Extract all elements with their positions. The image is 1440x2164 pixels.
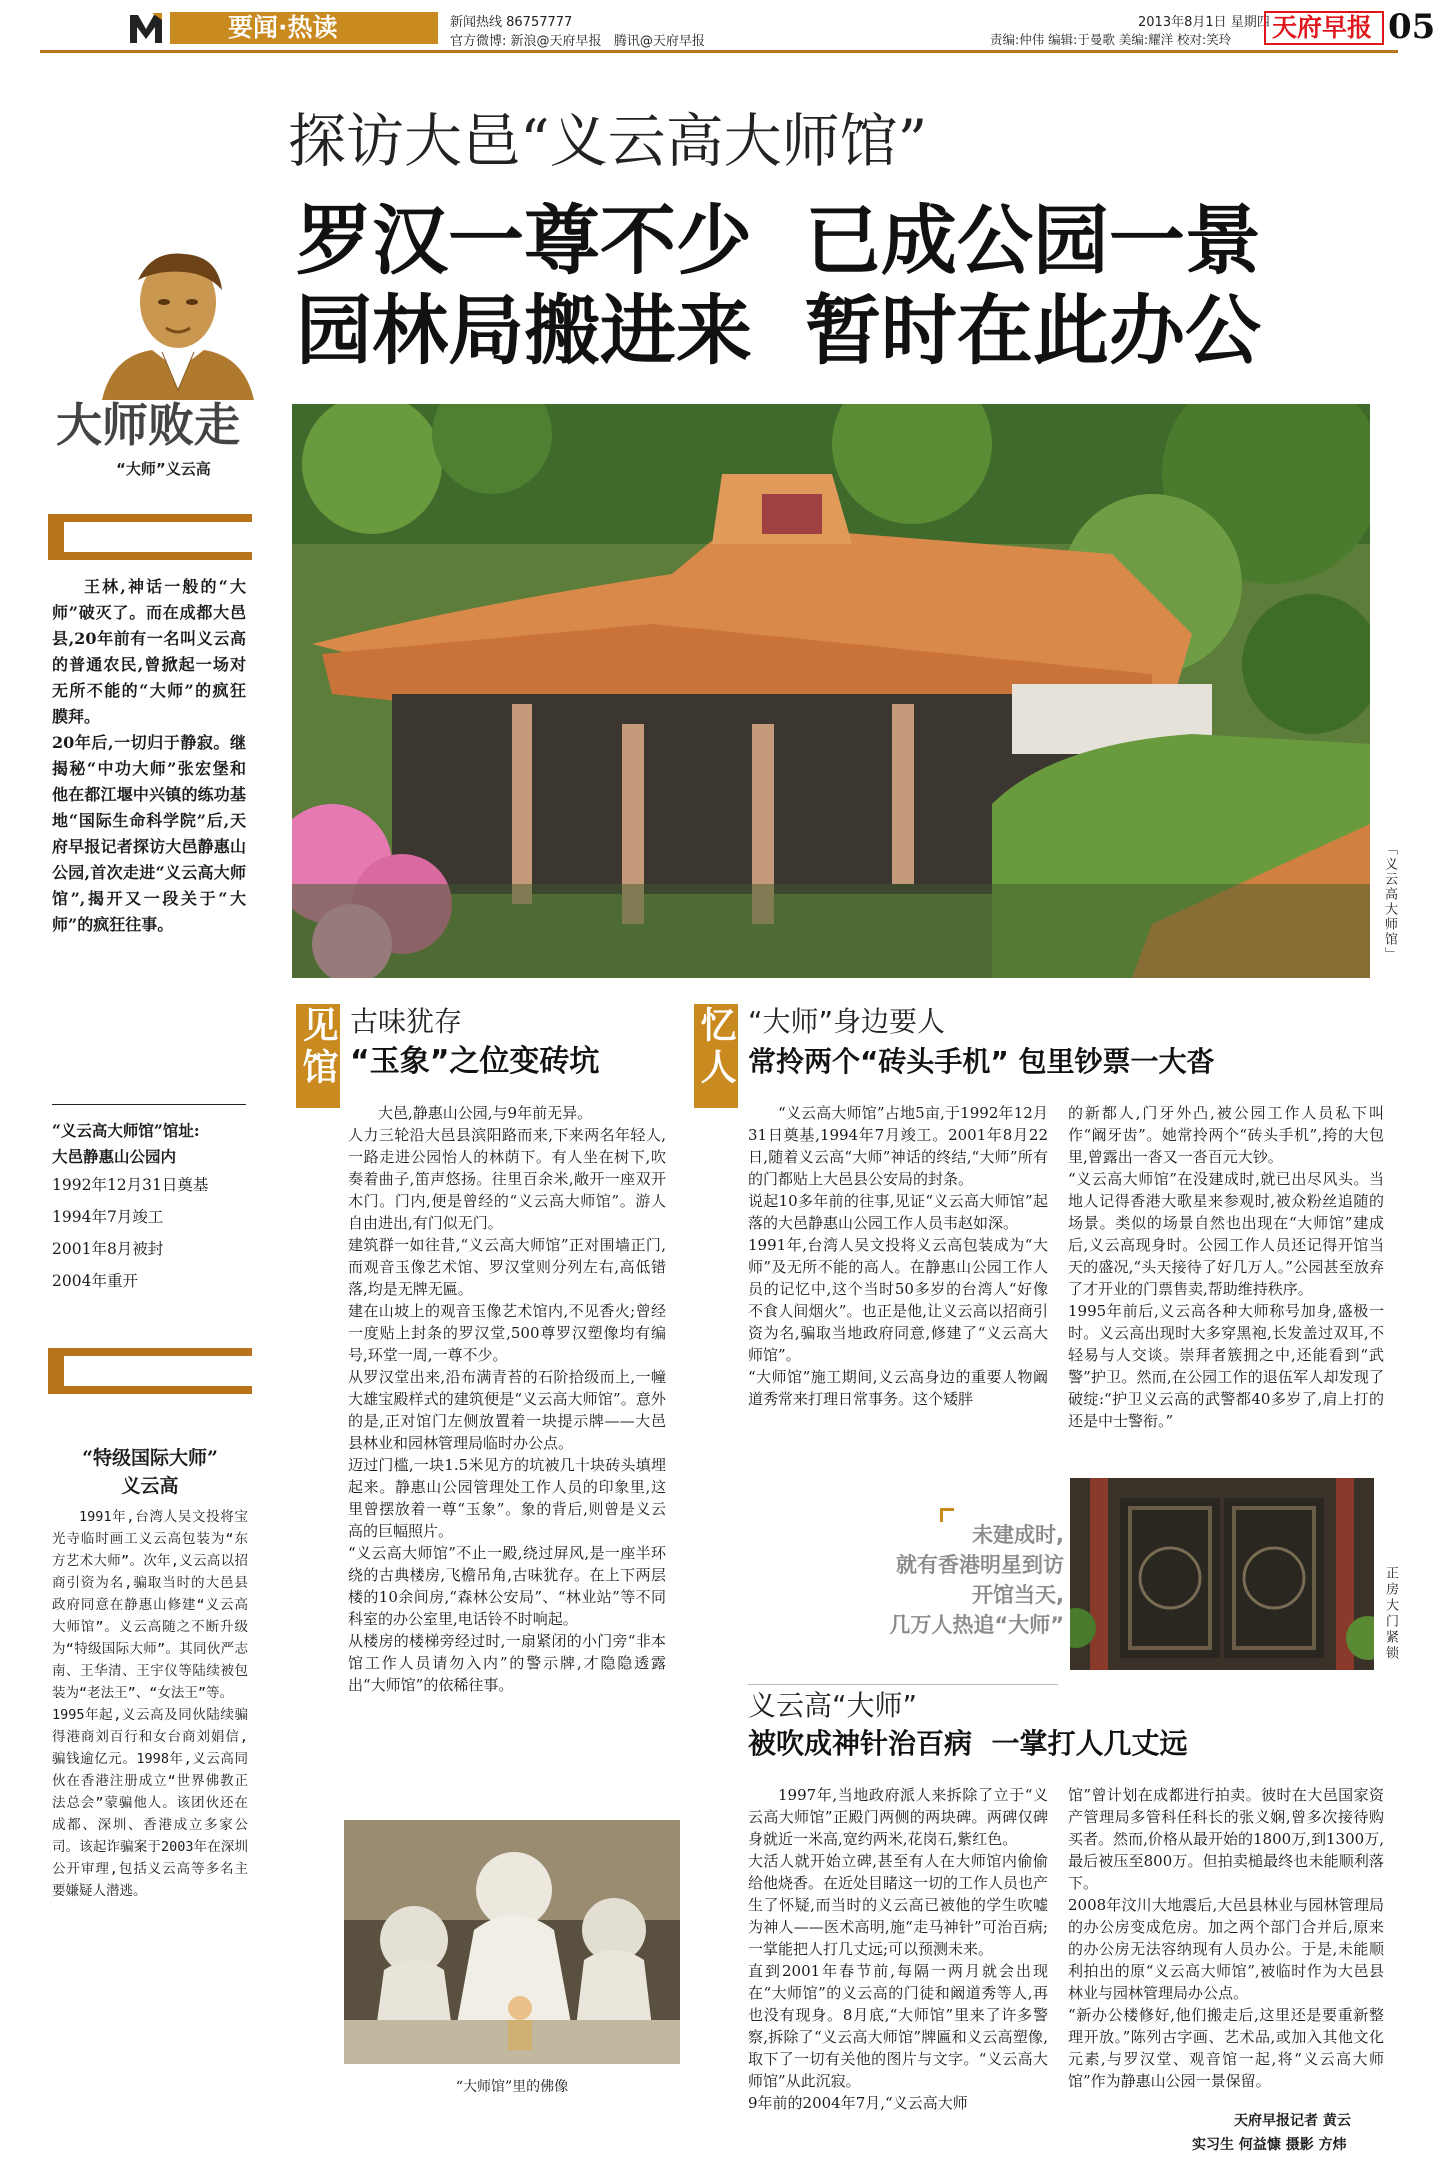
main-photo-caption-text: 「义云高大师馆」 bbox=[1382, 842, 1397, 962]
issue-date: 2013年8月1日 星期四 bbox=[1138, 15, 1270, 30]
portrait-title: 大师败走 bbox=[56, 398, 240, 452]
bio-bar-inner bbox=[64, 1356, 252, 1386]
weibo: 官方微博: 新浪@天府早报 腾讯@天府早报 bbox=[450, 34, 705, 49]
byline-photographer: 实习生 何益慷 摄影 方炜 bbox=[1192, 2137, 1347, 2153]
section2-col1: “义云高大师馆”占地5亩,于1992年12月31日奠基,1994年7月竣工。2001年8月22日,随着义云高“大师”神话的终结,“大师”所有的门都贴上大邑县公安局的封条。 说起10多年前的往事,见证“义云高大师馆”起落的大邑静惠山公园工作人员韦赵如深。 1991年,台湾人吴文投将义云高包装成为“大师”及无所不能的高人。在静惠山公园工作人员的记忆中,这个当时50多岁的台湾人“好像不食人间烟火”。也正是他,让义云高以招商引资为名,骗取当地政府同意,修建了“义云高大师馆”。 “大师馆”施工期间,义云高身边的重要人物阚道秀常来打理日常事务。这个矮胖 bbox=[748, 1104, 1048, 1408]
intro-bar-inner bbox=[64, 522, 252, 552]
section3-subtitle: 被吹成神针治百病 一掌打人几丈远 bbox=[748, 1727, 1188, 1760]
section3-rule bbox=[748, 1684, 1058, 1685]
paper-logo: 天府早报 bbox=[1272, 13, 1373, 42]
address: “义云高大师馆”馆址: 大邑静惠山公园内 bbox=[52, 1121, 200, 1166]
section1-tag bbox=[298, 1006, 338, 1106]
section2-tag bbox=[696, 1006, 736, 1106]
section2-col2: 的新都人,门牙外凸,被公园工作人员私下叫作“阚牙齿”。她常拎两个“砖头手机”,挎的大包里,曾露出一沓又一沓百元大钞。 “义云高大师馆”在没建成时,就已出尽风头。当地人记得香港大歌星来参观时,被众粉丝追随的场景。类似的场景自然也出现在“大师馆”建成后,义云高现身时。公园工作人员还记得开馆当天的盛况,“头天接待了好几万人。”公园甚至放弃了才开业的门票售卖,帮助维持秩序。 1995年前后,义云高各种大师称号加身,盛极一时。义云高出现时大多穿黑袍,长发盖过双耳,不轻易与人交谈。崇拜者簇拥之中,还能看到“武警”护卫。然而,在公园工作的退伍军人却发现了破绽:“护卫义云高的武警都40多岁了,肩上打的还是中士警衔。” bbox=[1068, 1104, 1384, 1430]
headline-kicker: 探访大邑“义云高大师馆” bbox=[288, 107, 928, 175]
section3-col1: 1997年,当地政府派人来拆除了立于“义云高大师馆”正殿门两侧的两块碑。两碑仅碑身就近一米高,宽约两米,花岗石,紫红色。 大活人就开始立碑,甚至有人在大师馆内偷偷给他烧香。在近处目睹这一切的工作人员也产生了怀疑,而当时的义云高已被他的学生吹嘘为神人——医术高明,施“走马神针”可治百病;一掌能把人打几丈远;可以预测未来。 直到2001年春节前,每隔一两月就会出现在“大师馆”的义云高的门徒和阚道秀等人,再也没有现身。8月底,“大师馆”里来了许多警察,拆除了“义云高大师馆”牌匾和义云高塑像,取下了一切有关他的图片与文字。“义云高大师馆”从此沉寂。 9年前的2004年7月,“义云高大师 bbox=[748, 1786, 1049, 2112]
pull-quote: 未建成时, 就有香港明星到访 开馆当天, 几万人热追“大师” bbox=[889, 1523, 1064, 1637]
address-rule bbox=[52, 1104, 246, 1105]
section3-title: 义云高“大师” bbox=[748, 1689, 918, 1722]
section2-photo-caption-text: 正房大门紧锁 bbox=[1383, 1566, 1398, 1662]
section2-subtitle: 常拎两个“砖头手机” 包里钞票一大沓 bbox=[748, 1045, 1215, 1078]
timeline-1: 1992年12月31日奠基 bbox=[52, 1176, 209, 1194]
portrait bbox=[92, 240, 264, 400]
section1-title: 古味犹存 bbox=[350, 1005, 463, 1038]
page-number: 05 bbox=[1388, 7, 1436, 47]
timeline-3: 2001年8月被封 bbox=[52, 1240, 164, 1258]
bio-text: 1991年,台湾人吴文投将宝光寺临时画工义云高包装为“东方艺术大师”。次年,义云高以招商引资为名,骗取当时的大邑县政府同意在静惠山修建“义云高大师馆”。义云高随之不断升级为“特级国际大师”。其同伙严志南、王华清、王宇仪等陆续被包装为“老法王”、“女法王”等。 1995年起,义云高及同伙陆续骗得港商刘百行和女台商刘娟信,骗钱逾亿元。1998年,义云高同伙在香港注册成立“世界佛教正法总会”蒙骗他人。该团伙还在成都、深圳、香港成立多家公司。该起诈骗案于2003年在深圳公开审理,包括义云高等多名主要嫌疑人潜逃。 bbox=[52, 1509, 248, 1899]
section3-col2: 馆”曾计划在成都进行拍卖。彼时在大邑国家资产管理局多管科任科长的张义娴,曾多次接待购买者。然而,价格从最开始的1800万,到1300万,最后被压至800万。但拍卖槌最终也未能顺利落下。 2008年汶川大地震后,大邑县林业与园林管理局的办公房变成危房。加之两个部门合并后,原来的办公房无法容纳现有人员办公。于是,未能顺利拍出的原“义云高大师馆”,被临时作为大邑县林业与园林管理局办公点。 “新办公楼修好,他们搬走后,这里还是要重新整理开放。”陈列古字画、艺术品,或加入其他文化元素,与罗汉堂、观音馆一起,将“义云高大师馆”作为静惠山公园一景保留。 bbox=[1068, 1786, 1384, 2090]
portrait-caption: “大师”义云高 bbox=[116, 460, 211, 478]
section2-title: “大师”身边要人 bbox=[748, 1005, 946, 1038]
editors: 责编:仲伟 编辑:于曼歌 美编:耀洋 校对:笑玲 bbox=[990, 32, 1232, 47]
masthead-logo bbox=[128, 11, 164, 45]
byline-reporter: 天府早报记者 黄云 bbox=[1234, 2113, 1351, 2129]
main-photo bbox=[292, 404, 1370, 978]
timeline-4: 2004年重开 bbox=[52, 1272, 138, 1290]
section2-tag-text: 忆人 bbox=[695, 1006, 737, 1090]
hotline: 新闻热线 86757777 bbox=[450, 15, 573, 30]
main-photo-caption bbox=[1378, 842, 1402, 984]
section1-tag-text: 见馆 bbox=[297, 1006, 339, 1090]
intro-text: 王林,神话一般的“大师”破灭了。而在成都大邑县,20年前有一名叫义云高的普通农民,曾掀起一场对无所不能的“大师”的疯狂膜拜。 20年后,一切归于静寂。继揭秘“中功大师”张宏堡和他在都江堰中兴镇的练功基地“国际生命科学院”后,天府早报记者探访大邑静惠山公园,首次走进“义云高大师馆”,揭开又一段关于“大师”的疯狂往事。 bbox=[52, 577, 246, 934]
section1-photo-caption: “大师馆”里的佛像 bbox=[455, 2079, 569, 2095]
header-rule bbox=[40, 50, 1398, 53]
section1-subtitle: “玉象”之位变砖坑 bbox=[350, 1044, 600, 1079]
section-title: 要闻·热读 bbox=[228, 13, 338, 42]
section1-body: 大邑,静惠山公园,与9年前无异。 人力三轮沿大邑县滨阳路而来,下来两名年轻人,一路走进公园怡人的林荫下。有人坐在树下,吹奏着曲子,笛声悠扬。往里百余米,敞开一座双开木门。门内,便是曾经的“义云高大师馆”。游人自由进出,有门似无门。 建筑群一如往昔,“义云高大师馆”正对围墙正门,而观音玉像艺术馆、罗汉堂则分列左右,高低错落,均是无牌无匾。 建在山坡上的观音玉像艺术馆内,不见香火;曾经一度贴上封条的罗汉堂,500尊罗汉塑像均有编号,环堂一周,一尊不少。 从罗汉堂出来,沿布满青苔的石阶拾级而上,一幢大雄宝殿样式的建筑便是“义云高大师馆”。意外的是,正对馆门左侧放置着一块提示牌——大邑县林业和园林管理局临时办公点。 迈过门槛,一块1.5米见方的坑被几十块砖头填埋起来。静惠山公园管理处工作人员的印象里,这里曾摆放着一尊“玉象”。象的背后,则曾是义云高的巨幅照片。 “义云高大师馆”不止一殿,绕过屏风,是一座半环绕的古典楼房,飞檐吊角,古味犹存。在上下两层楼的10余间房,“森林公安局”、“林业站”等不同科室的办公室里,电话铃不时响起。 从楼房的楼梯旁经过时,一扇紧闭的小门旁“非本馆工作人员请勿入内”的警示牌,才隐隐透露出“大师馆”的依稀往事。 bbox=[348, 1104, 666, 1694]
timeline-2: 1994年7月竣工 bbox=[52, 1208, 164, 1226]
section2-photo-caption bbox=[1380, 1566, 1402, 1676]
headline-line2: 园林局搬进来 暂时在此办公 bbox=[296, 286, 1261, 375]
section2-photo bbox=[1070, 1478, 1374, 1670]
bio-title: “特级国际大师” 义云高 bbox=[82, 1447, 218, 1497]
section1-photo bbox=[344, 1820, 680, 2064]
headline-line1: 罗汉一尊不少 已成公园一景 bbox=[296, 196, 1261, 285]
